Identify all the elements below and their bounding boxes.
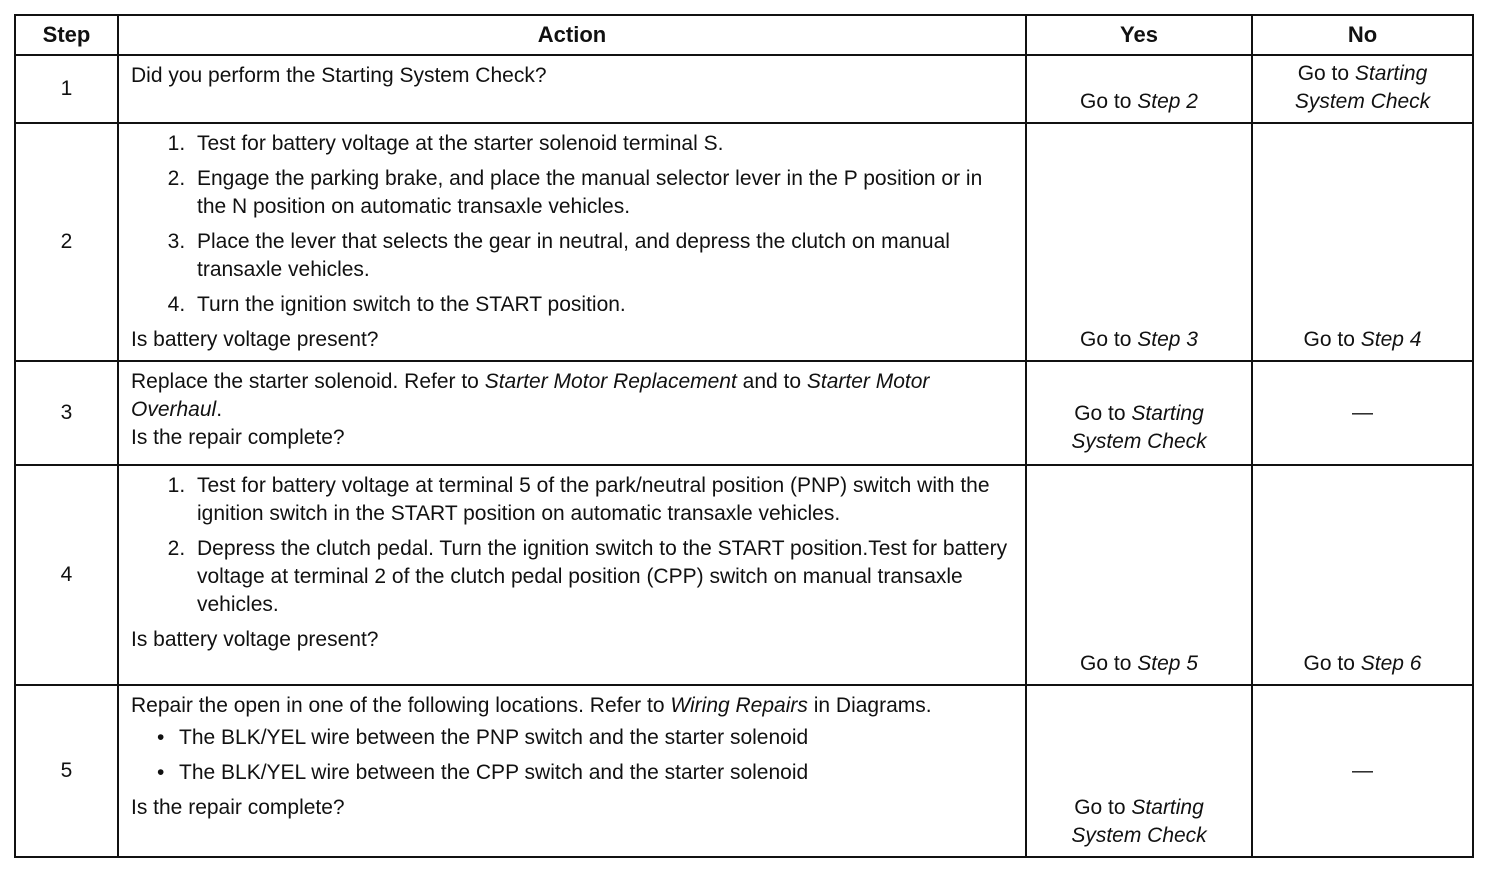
header-step: Step — [15, 15, 118, 55]
yes-prefix: Go to — [1080, 652, 1132, 675]
no-prefix: Go to — [1297, 62, 1350, 85]
instruction-part: Repair the open in one of the following locations. Refer to — [131, 694, 665, 717]
no-target-line2: System Check — [1294, 90, 1431, 113]
instruction-part: and to — [742, 370, 802, 393]
no-cell — [1252, 55, 1473, 123]
no-target: Step 4 — [1360, 328, 1422, 351]
question-text: Is battery voltage present? — [131, 628, 379, 651]
step-number: 2 — [15, 123, 118, 361]
header-row — [15, 15, 1473, 55]
diagnostic-table — [14, 14, 1474, 858]
no-target-line1: Starting — [1354, 62, 1428, 85]
list-item: 2. Engage the parking brake, and place the manual selector lever in the P position or in the N position on automatic transaxle vehicles. — [191, 165, 1015, 221]
list-item: 4. Turn the ignition switch to the START position. — [191, 291, 1015, 319]
yes-cell — [1026, 465, 1252, 685]
reference-link: Wiring Repairs — [670, 694, 808, 717]
header-no: No — [1252, 15, 1473, 55]
table-row — [15, 685, 1473, 857]
action-cell — [118, 123, 1026, 361]
dash-mark: — — [1352, 759, 1373, 782]
yes-target-line1: Starting — [1131, 796, 1204, 819]
yes-prefix: Go to — [1080, 328, 1132, 351]
question-text: Is the repair complete? — [131, 426, 345, 449]
step-number: 5 — [15, 685, 118, 857]
yes-target-line1: Starting — [1131, 402, 1204, 425]
list-item: • The BLK/YEL wire between the PNP switch and the starter solenoid — [179, 724, 1015, 752]
no-cell — [1252, 123, 1473, 361]
question-text: Is battery voltage present? — [131, 328, 379, 351]
yes-prefix: Go to — [1074, 796, 1126, 819]
yes-cell — [1026, 361, 1252, 465]
instruction-part: Replace the starter solenoid. Refer to — [131, 370, 479, 393]
no-cell — [1252, 685, 1473, 857]
no-cell — [1252, 465, 1473, 685]
reference-link: Starter Motor Overhaul — [131, 370, 930, 421]
yes-cell — [1026, 55, 1252, 123]
step-number: 1 — [15, 55, 118, 123]
list-item: 1. Test for battery voltage at the starter solenoid terminal S. — [191, 130, 1015, 158]
instruction-text — [131, 368, 1015, 424]
action-cell — [118, 55, 1026, 123]
yes-cell — [1026, 685, 1252, 857]
yes-cell — [1026, 123, 1252, 361]
instruction-part: in Diagrams. — [813, 694, 932, 717]
action-cell — [118, 465, 1026, 685]
list-item: 2. Depress the clutch pedal. Turn the ignition switch to the START position.Test for battery voltage at terminal 2 of the clutch pedal position (CPP) switch on manual transaxle vehicles. — [191, 535, 1015, 619]
reference-link: Starter Motor Replacement — [484, 370, 737, 393]
step-number: 4 — [15, 465, 118, 685]
no-cell — [1252, 361, 1473, 465]
instruction-text — [131, 692, 1015, 720]
table-row — [15, 361, 1473, 465]
table-row — [15, 123, 1473, 361]
numbered-list — [131, 472, 1015, 619]
yes-prefix: Go to — [1080, 90, 1132, 113]
yes-target: Step 5 — [1137, 652, 1198, 675]
numbered-list — [131, 130, 1015, 319]
action-cell — [118, 361, 1026, 465]
list-item: 3. Place the lever that selects the gear in neutral, and depress the clutch on manual transaxle vehicles. — [191, 228, 1015, 284]
action-cell — [118, 685, 1026, 857]
yes-target: Step 2 — [1137, 90, 1198, 113]
no-prefix: Go to — [1303, 328, 1355, 351]
list-item: • The BLK/YEL wire between the CPP switch and the starter solenoid — [179, 759, 1015, 787]
yes-target-line2: System Check — [1071, 824, 1207, 847]
no-prefix: Go to — [1303, 652, 1355, 675]
dash-mark: — — [1352, 401, 1373, 424]
header-yes: Yes — [1026, 15, 1252, 55]
table-row — [15, 465, 1473, 685]
list-item: 1. Test for battery voltage at terminal 5 of the park/neutral position (PNP) switch with the ignition switch in the START position on automatic transaxle vehicles. — [191, 472, 1015, 528]
header-action: Action — [118, 15, 1026, 55]
yes-target: Step 3 — [1137, 328, 1198, 351]
bullet-list — [131, 724, 1015, 787]
step-number: 3 — [15, 361, 118, 465]
no-target: Step 6 — [1360, 652, 1422, 675]
question-text: Is the repair complete? — [131, 796, 345, 819]
question-text: Did you perform the Starting System Check? — [131, 64, 547, 87]
instruction-part: . — [216, 398, 223, 421]
yes-target-line2: System Check — [1071, 430, 1207, 453]
yes-prefix: Go to — [1074, 402, 1126, 425]
table-row — [15, 55, 1473, 123]
